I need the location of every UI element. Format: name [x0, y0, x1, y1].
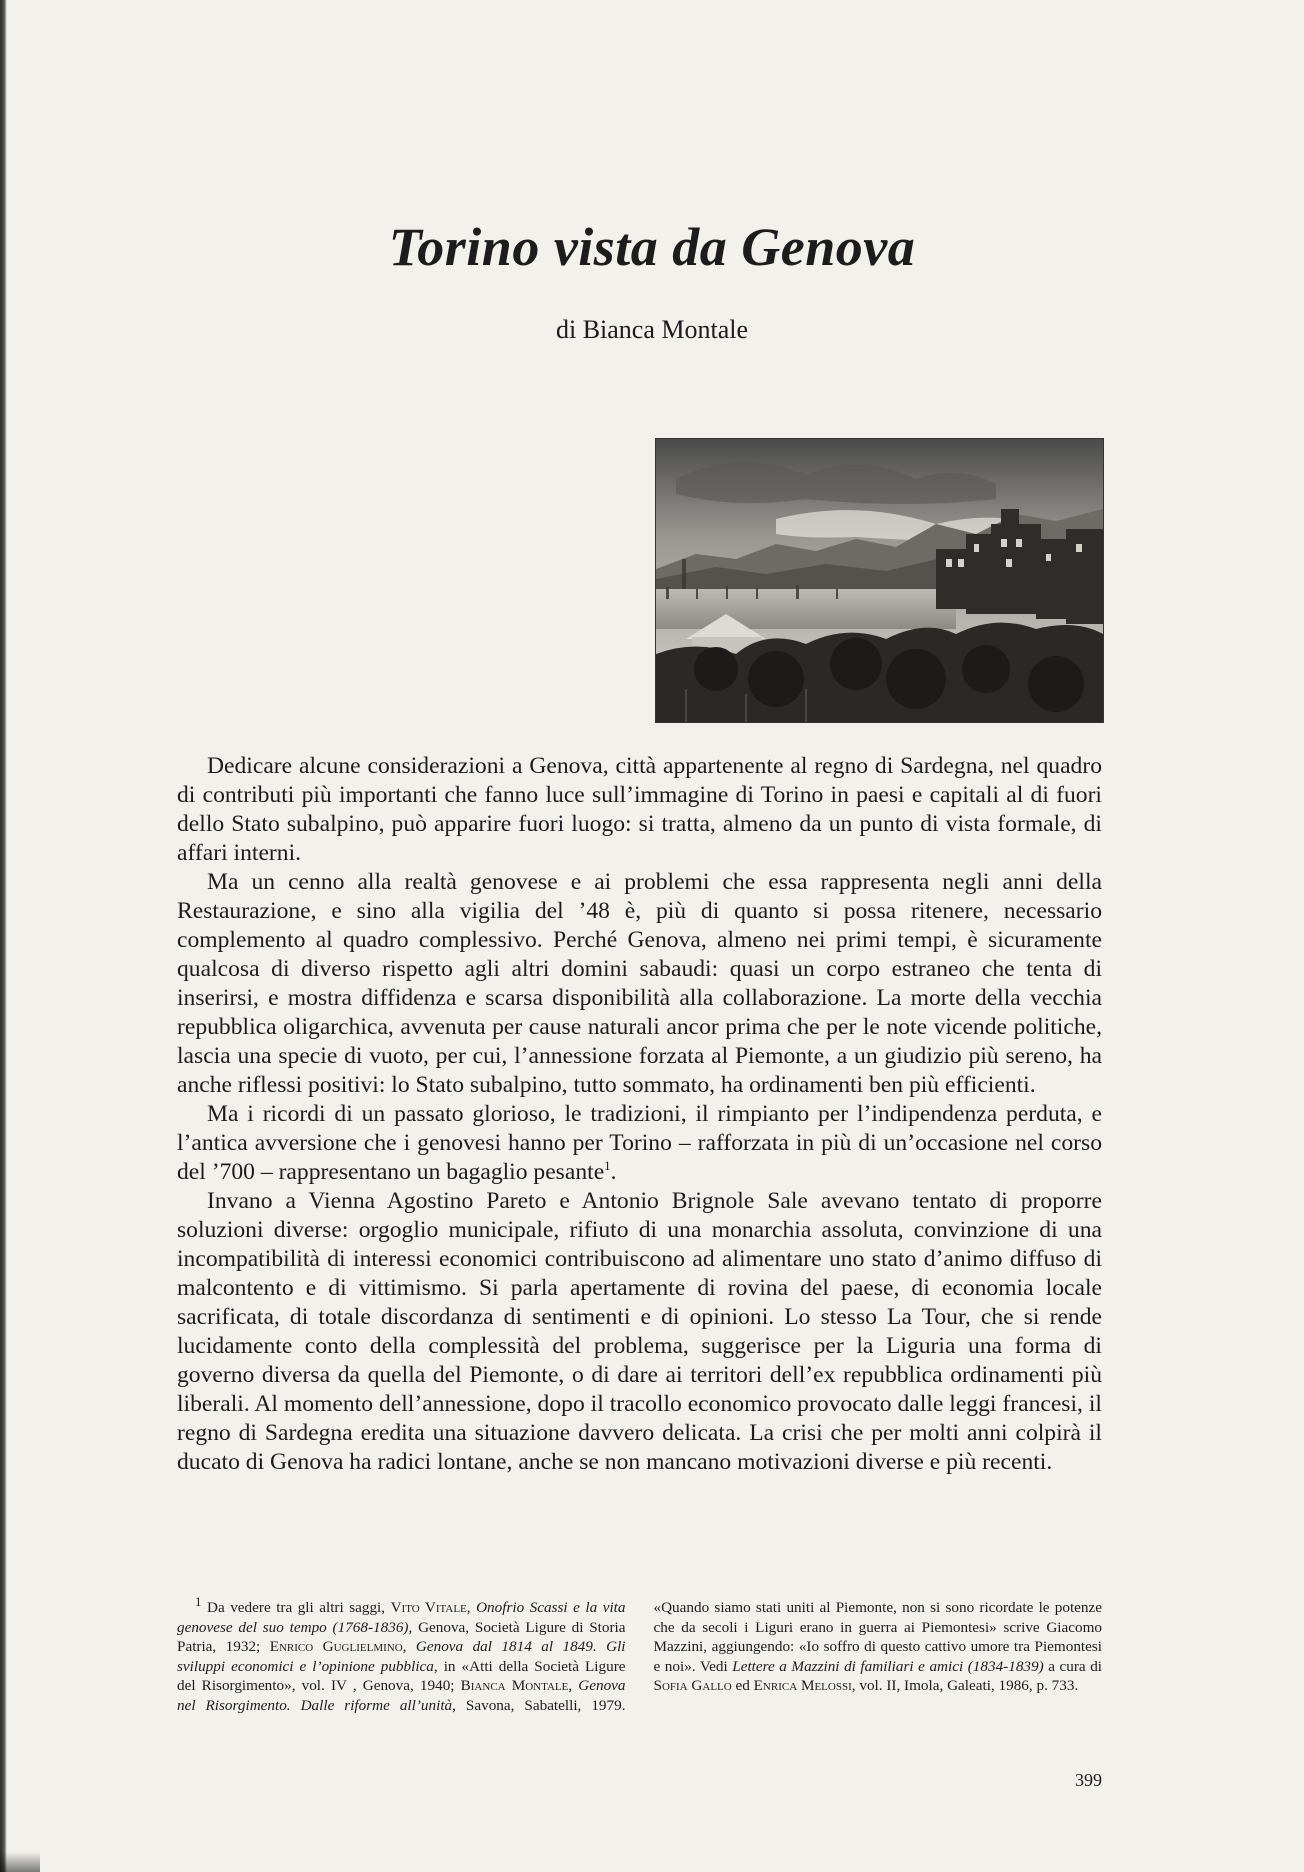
paragraph-2: Ma un cenno alla realtà genovese e ai problemi che essa rappresenta negli anni della Restaurazione, e sino alla vigilia del ’48 è, più di quanto si possa ritenere, necessario complemento al quadro complessivo. Perché Genova, almeno nei primi tempi, è sicuramente qualcosa di diverso rispetto agli altri domini sabaudi: quasi un corpo estraneo che tenta di inserirsi, e mostra diffidenza e scarsa disponibilità alla collaborazione. La morte della vecchia repubblica oligarchica, avvenuta per cause naturali ancor prima che per le note vicende politiche, lascia una specie di vuoto, per cui, l’annessione forzata al Piemonte, a un giudizio più sereno, ha anche riflessi positivi: lo Stato subalpino, tutto sommato, ha ordinamenti ben più efficienti.: [177, 869, 1102, 1098]
footnote-reference[interactable]: 1: [604, 1158, 611, 1174]
paragraph-3-text: Ma i ricordi di un passato glorioso, le tradizioni, il rimpianto per l’indipendenza perduta, e l’antica avversione che i genovesi hanno per Torino – rafforzata in più di un’occasione nel corso del ’700 – rappresentano un bagaglio pesante: [177, 1101, 1102, 1185]
footnote-1: $^1$ Da vedere tra gli altri saggi, Vito Vitale, Onofrio Scassi e la vita genovese del suo tempo (1768-1836), Genova, Società Ligure di Storia Patria, 1932; Enrico Guglielmino, Genova dal 1814 al 1849. Gli sviluppi economici e l’opinione pubblica, in «Atti della Società Ligure del Risorgimento», vol. IV , Genova, 1940; Bianca Montale, Genova nel Risorgimento. Dalle riforme all’unità, Savona, Sabatelli, 1979. «Quando siamo stati uniti al Piemonte, non si sono ricordate le potenze che da secoli i Liguri erano in guerra ai Piemontesi» scrive Giacomo Mazzini, aggiungendo: «Io soffro di questo cattivo umore tra Piemontesi e noi». Vedi Lettere a Mazzini di familiari e amici (1834-1839) a cura di Sofia Gallo ed Enrica Melossi, vol. II, Imola, Galeati, 1986, p. 733.: [177, 1593, 1103, 1714]
article-body: [177, 752, 1102, 1477]
cited-title: Lettere a Mazzini di familiari e amici (1834-1839): [732, 1657, 1044, 1675]
cited-title: Genova dal 1814 al 1849. Gli sviluppi economici e l’opinione pubblica: [177, 1638, 626, 1675]
article-title: Torino vista da Genova: [388, 217, 916, 278]
paragraph-3: [177, 1100, 1102, 1187]
page-number: 399: [1075, 1770, 1102, 1790]
book-spine-shadow: [0, 0, 7, 1872]
paragraph-4: Invano a Vienna Agostino Pareto e Antonio Brignole Sale avevano tentato di proporre soluzioni diverse: orgoglio municipale, rifiuto di una monarchia assoluta, convinzione di una incompatibilità di interessi economici contribuiscono ad alimentare uno stato d’animo diffuso di malcontento e di vittimismo. Si parla apertamente di rovina del paese, di economia locale sacrificata, di totale discordanza di sentimenti e di opinioni. Lo stesso La Tour, che si rende lucidamente conto della complessità del problema, suggerisce per la Liguria una forma di governo diversa da quella del Piemonte, o di dare ai territori dell’ex repubblica ordinamenti più liberali. Al momento dell’annessione, dopo il tracollo economico provocato dalle leggi francesi, il regno di Sardegna eredita una situazione davvero delicata. La crisi che per molti anni colpirà il ducato di Genova ha radici lontane, anche se non mancano motivazioni diverse e più recenti.: [177, 1188, 1102, 1475]
harbor-water: [656, 589, 956, 629]
cited-title: Genova nel Risorgimento. Dalle riforme all’unità: [177, 1677, 626, 1714]
paragraph-1: Dedicare alcune considerazioni a Genova, città appartenente al regno di Sardegna, nel quadro di contributi più importanti che fanno luce sull’immagine di Torino in paesi e capitali al di fuori dello Stato subalpino, può apparire fuori luogo: si tratta, almeno da un punto di vista formale, di affari interni.: [177, 753, 1102, 866]
paragraph-3-end: .: [610, 1159, 617, 1185]
cited-editor: Enrica Melossi: [753, 1677, 852, 1694]
footnote-number: 1: [195, 1593, 202, 1609]
footnotes: [177, 1593, 1103, 1715]
cited-author: Vito Vitale: [390, 1599, 467, 1616]
cited-title: Onofrio Scassi e la vita genovese del suo tempo (1768-1836): [177, 1599, 626, 1636]
cited-editor: Sofia Gallo: [653, 1677, 732, 1694]
cited-author: Enrico Guglielmino: [269, 1638, 403, 1655]
cited-author: Bianca Montale: [460, 1677, 569, 1694]
scan-corner-shadow: [0, 1852, 40, 1872]
illustration-genoa-view: [655, 438, 1104, 723]
article-author: di Bianca Montale: [555, 315, 749, 344]
